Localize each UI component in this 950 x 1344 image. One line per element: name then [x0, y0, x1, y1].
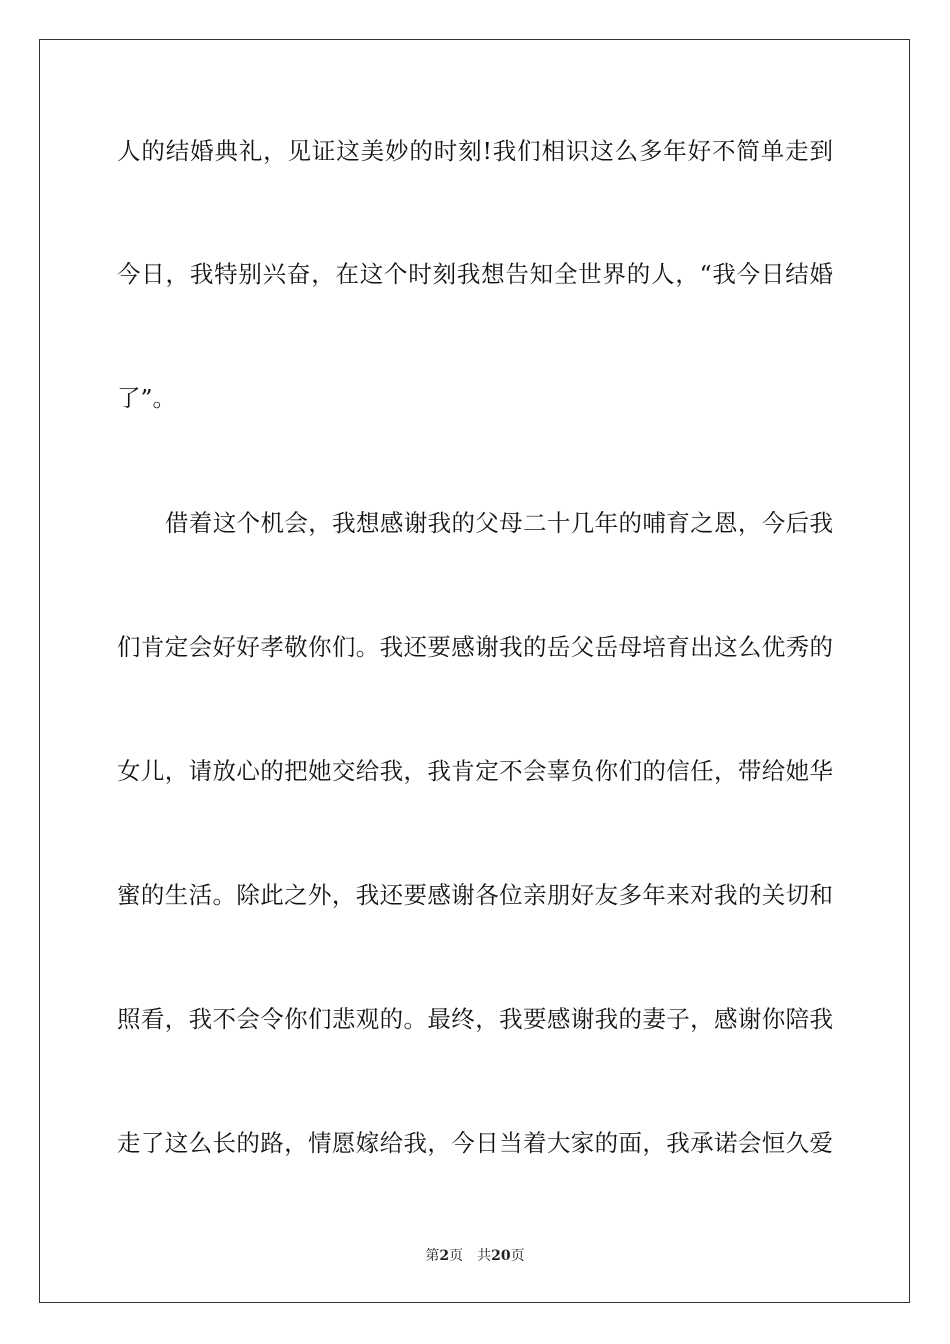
text-line: 人的结婚典礼，见证这美妙的时刻!我们相识这么多年好不简单走到	[117, 137, 833, 165]
page-suffix: 页	[449, 1248, 464, 1264]
text-line: 借着这个机会，我想感谢我的父母二十几年的哺育之恩，今后我	[165, 509, 833, 537]
total-suffix: 页	[510, 1248, 525, 1264]
page-border	[39, 39, 910, 1303]
text-line: 们肯定会好好孝敬你们。我还要感谢我的岳父岳母培育出这么优秀的	[117, 633, 833, 661]
text-line: 照看，我不会令你们悲观的。最终，我要感谢我的妻子，感谢你陪我	[117, 1005, 833, 1033]
text-line: 走了这么长的路，情愿嫁给我，今日当着大家的面，我承诺会恒久爱	[117, 1129, 833, 1157]
text-line: 了”。	[117, 384, 177, 412]
page-number: 2	[439, 1248, 450, 1264]
total-pages: 20	[491, 1248, 511, 1264]
text-line: 今日，我特别兴奋，在这个时刻我想告知全世界的人，“我今日结婚	[117, 260, 833, 288]
total-prefix: 共	[477, 1248, 492, 1264]
page-prefix: 第	[425, 1248, 440, 1264]
text-line: 蜜的生活。除此之外，我还要感谢各位亲朋好友多年来对我的关切和	[117, 881, 833, 909]
page-footer	[0, 1246, 950, 1266]
text-line: 女儿，请放心的把她交给我，我肯定不会辜负你们的信任，带给她华	[117, 757, 833, 785]
